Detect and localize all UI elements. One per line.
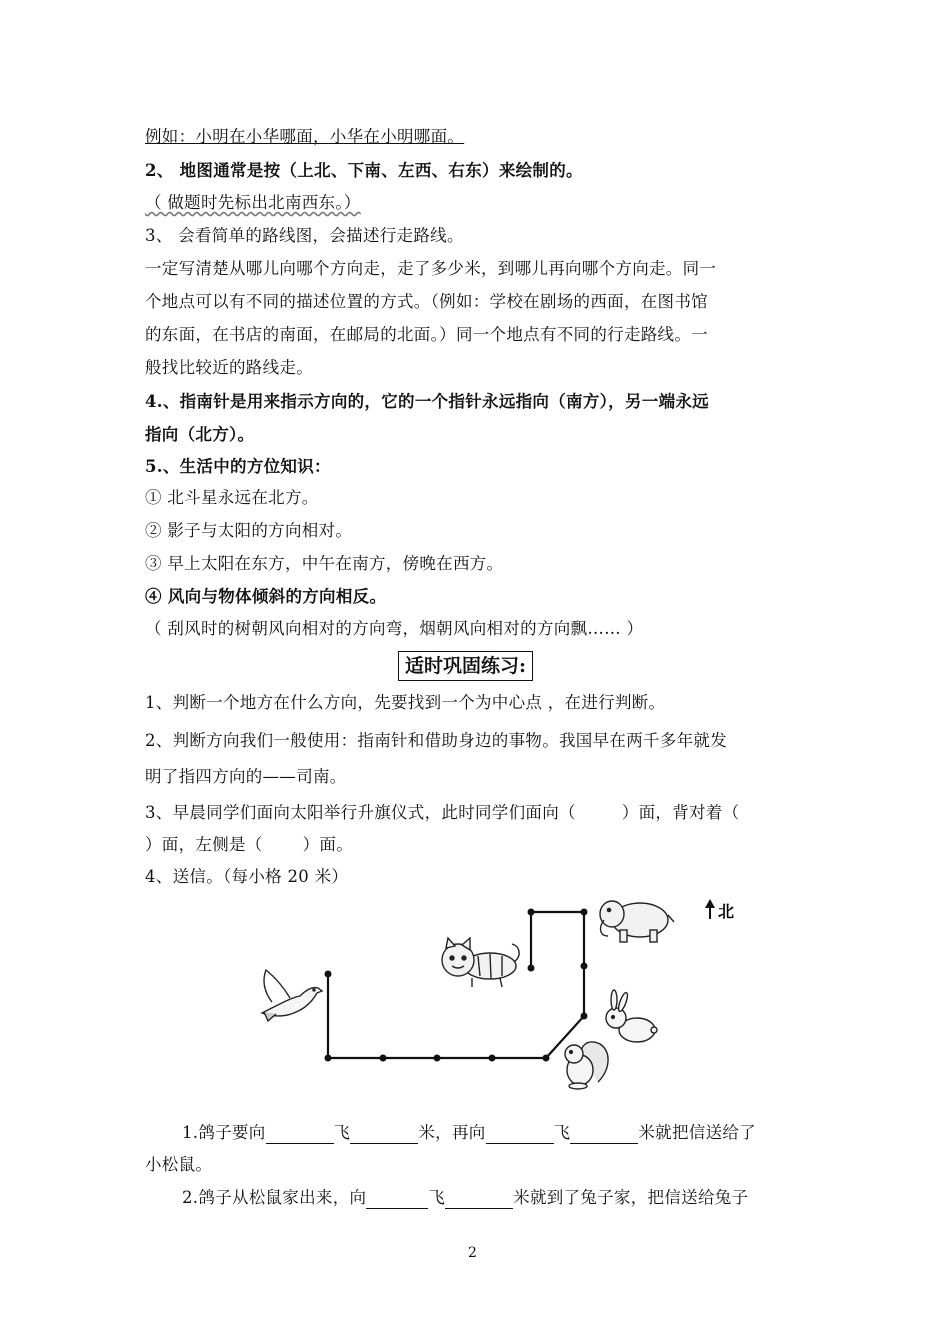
knowledge-2: ② 影子与太阳的方向相对。	[145, 521, 353, 540]
route-nodes	[325, 909, 588, 1062]
north-label: 北	[718, 904, 735, 921]
point-5: 5.、生活中的方位知识：	[145, 457, 331, 476]
point-3-line-1: 一定写清楚从哪儿向哪个方向走，走了多少米，到哪儿再向哪个方向走。同一	[145, 259, 717, 278]
example-line: 例如：小明在小华哪面，小华在小明哪面。	[145, 127, 465, 146]
squirrel-icon	[565, 1042, 608, 1089]
knowledge-4: ④ 风向与物体倾斜的方向相反。	[145, 587, 387, 606]
subquestion-2-line-1: 2.鸽子从松鼠家出来，向 飞 米就到了兔子家，把信送给兔子	[182, 1188, 749, 1207]
route-path	[328, 912, 584, 1058]
blank-2[interactable]	[350, 1125, 418, 1144]
blank-4[interactable]	[570, 1125, 638, 1144]
knowledge-1: ① 北斗星永远在北方。	[145, 488, 319, 507]
knowledge-3: ③ 早上太阳在东方，中午在南方，傍晚在西方。	[145, 554, 504, 573]
cat-icon	[442, 938, 519, 987]
point-3: 3、 会看简单的路线图，会描述行走路线。	[145, 226, 464, 245]
elephant-icon	[600, 901, 674, 942]
point-4-line-1: 4.、指南针是用来指示方向的，它的一个指针永远指向（南方），另一端永远	[145, 392, 709, 411]
rabbit-icon	[606, 990, 657, 1042]
point-4-line-2: 指向（北方）。	[145, 425, 255, 444]
point-3-line-3: 的东面，在书店的南面，在邮局的北面。）同一个地点有不同的行走路线。一	[145, 325, 708, 344]
point-3-line-4: 般找比较近的路线走。	[145, 358, 313, 377]
point-3-line-2: 个地点可以有不同的描述位置的方式。（例如：学校在剧场的西面，在图书馆	[145, 292, 708, 311]
blank-6[interactable]	[445, 1190, 513, 1209]
question-1: 1、判断一个地方在什么方向，先要找到一个为中心点 ，在进行判断。	[145, 693, 666, 712]
blank-3[interactable]	[486, 1125, 554, 1144]
point-2-note: （ 做题时先标出北南西东。）	[145, 193, 361, 212]
subquestion-1-line-2: 小松鼠。	[145, 1155, 213, 1174]
pigeon-icon	[262, 970, 322, 1021]
page-number: 2	[468, 1245, 477, 1261]
exercise-heading: 适时巩固练习:	[398, 651, 533, 681]
question-2-line-2: 明了指四方向的——司南。	[145, 767, 347, 786]
knowledge-4-note: （ 刮风时的树朝风向相对的方向弯，烟朝风向相对的方向飘…… ）	[145, 619, 644, 638]
subquestion-1-line-1: 1.鸽子要向 飞 米，再向 飞 米就把信送给了	[182, 1123, 756, 1142]
blank-1[interactable]	[266, 1125, 334, 1144]
north-arrow-icon	[705, 899, 715, 919]
question-3-line-1: 3、早晨同学们面向太阳举行升旗仪式，此时同学们面向（ ）面，背对着（	[145, 803, 740, 822]
point-2: 2、 地图通常是按（上北、下南、左西、右东）来绘制的。	[145, 161, 583, 180]
blank-5[interactable]	[366, 1190, 428, 1209]
question-4: 4、送信。（每小格 20 米）	[145, 867, 349, 886]
question-3-line-2: ）面，左侧是（ ）面。	[145, 835, 354, 854]
question-2-line-1: 2、判断方向我们一般使用：指南针和借助身边的事物。我国早在两千多年就发	[145, 731, 727, 750]
